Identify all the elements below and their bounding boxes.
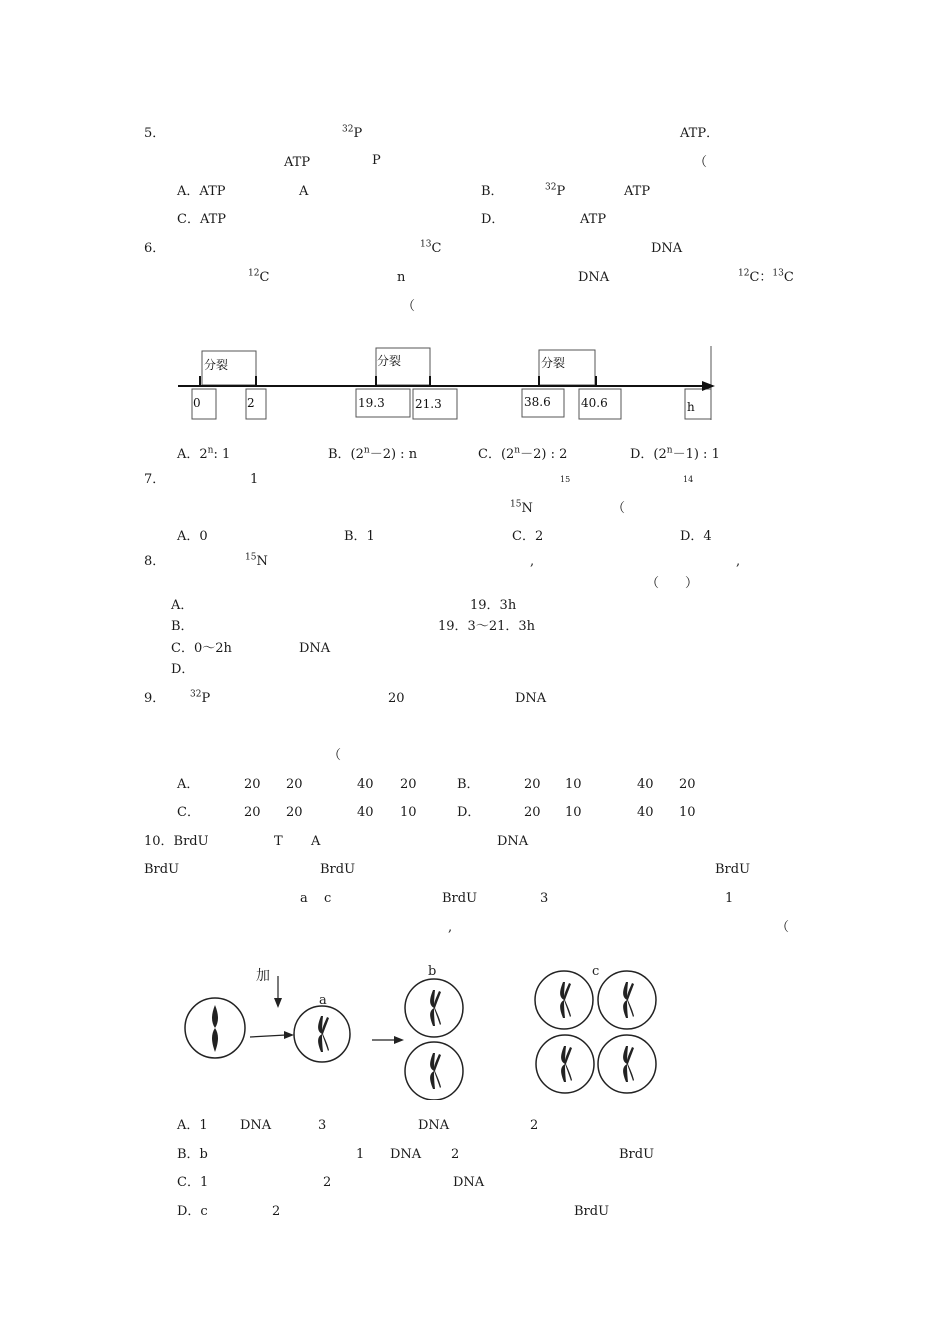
q6-line2-isotope-12c: $^{12}$C	[248, 268, 270, 285]
q5-line1-end: ATP．	[680, 126, 720, 141]
division-label-2: 分裂	[377, 354, 402, 368]
q7-line1-sup-15: 15	[560, 475, 571, 484]
q8-option-d: D．	[171, 662, 195, 677]
tick-label-0: 0	[193, 396, 201, 410]
q9-option-b-v1: 20	[524, 777, 541, 792]
q10-line1-dna: DNA	[497, 834, 529, 849]
tick-label-21-3: 21.3	[415, 397, 442, 411]
q10-option-c-2: 2	[323, 1175, 332, 1190]
q10-line2-brdu-1: BrdU	[144, 862, 180, 877]
q9-line1-count: 20	[388, 691, 405, 706]
q10-option-b-dna: DNA	[390, 1147, 422, 1162]
q9-line1-dna: DNA	[515, 691, 547, 706]
q10-line2-brdu-3: BrdU	[715, 862, 751, 877]
q9-option-c-v2: 20	[286, 805, 303, 820]
arrow-1-line	[250, 1035, 286, 1037]
q9-option-c-v1: 20	[244, 805, 261, 820]
q10-line4-paren: （	[776, 920, 790, 935]
q6-line3-paren: （	[402, 299, 416, 314]
cell-b-label: b	[428, 964, 437, 979]
q7-line2-isotope: $^{15}$N	[510, 499, 533, 516]
q9-line1-start: 9．	[144, 691, 166, 706]
q10-line1-a: A	[311, 834, 321, 849]
q10-line2-brdu-2: BrdU	[320, 862, 356, 877]
q10-option-a: A．1	[177, 1118, 208, 1133]
q6-line1-start: 6．	[144, 241, 166, 256]
q5-line2-paren: （	[694, 155, 708, 170]
cell-b-bottom-chromosome	[430, 1053, 441, 1089]
q5-option-d-2: ATP	[580, 212, 607, 227]
division-label-1: 分裂	[204, 358, 229, 372]
arrow-1-head	[284, 1031, 294, 1039]
tick-label-38-6: 38.6	[524, 395, 551, 409]
q9-option-c-label: C．	[177, 805, 200, 820]
q8-option-b-time: 19．3～21．3h	[438, 619, 535, 634]
q7-option-d: D．4	[680, 529, 712, 544]
q10-option-b: B．b	[177, 1147, 208, 1162]
cell-b-top-chromosome	[430, 990, 441, 1026]
q8-option-a-time: 19．3h	[470, 598, 517, 613]
q6-line2-n: n	[397, 270, 406, 285]
arrow-2-head	[394, 1036, 404, 1044]
q10-option-a-dna-2: DNA	[418, 1118, 450, 1133]
cell-a-label: a	[319, 993, 327, 1008]
q10-option-d-2: 2	[272, 1204, 281, 1219]
q9-option-d-v2: 10	[565, 805, 582, 820]
q7-line1-start: 7．	[144, 472, 166, 487]
q8-line1-comma-1: ,	[530, 554, 535, 569]
q9-option-d-v4: 10	[679, 805, 696, 820]
q9-option-c-v3: 40	[357, 805, 374, 820]
cell-c-4-chromosome	[623, 1046, 634, 1082]
q10-option-b-1: 1	[356, 1147, 365, 1162]
q9-option-b-v4: 20	[679, 777, 696, 792]
tick-label-19-3: 19.3	[358, 396, 385, 410]
q10-line3-3: 3	[540, 891, 549, 906]
cell-c-2-chromosome	[623, 982, 634, 1018]
q10-option-a-3: 3	[318, 1118, 327, 1133]
q7-line1-sup-14: 14	[683, 475, 694, 484]
q5-option-b-2: $^{32}$P	[545, 182, 566, 199]
add-label: 加	[256, 968, 270, 984]
q10-option-b-brdu: BrdU	[619, 1147, 655, 1162]
cell-c-3-chromosome	[561, 1046, 572, 1082]
q10-option-d-brdu: BrdU	[574, 1204, 610, 1219]
q10-line4-comma: ,	[448, 920, 453, 935]
tick-label-40-6: 40.6	[581, 396, 608, 410]
q6-line1-isotope: $^{13}$C	[420, 239, 442, 256]
q6-line2-dna: DNA	[578, 270, 610, 285]
q6-option-d: D．$(2^n-1)$ : 1	[630, 445, 720, 462]
q6-line2-ratio: $^{12}$C：$^{13}$C	[738, 268, 794, 285]
q5-line2-b: P	[372, 153, 381, 168]
q10-option-c: C．1	[177, 1175, 209, 1190]
q10-line3-a: a	[300, 891, 308, 906]
q9-option-b-v2: 10	[565, 777, 582, 792]
add-arrow-head	[274, 998, 282, 1008]
q9-option-a-v1: 20	[244, 777, 261, 792]
q8-option-b: B．	[171, 619, 194, 634]
q8-option-a: A．	[171, 598, 194, 613]
q9-line1-isotope: $^{32}$P	[190, 689, 211, 706]
q6-option-a: A．2$^n$: 1	[177, 445, 231, 462]
q7-option-a: A．0	[177, 529, 208, 544]
q7-option-c: C．2	[512, 529, 544, 544]
q9-option-d-v1: 20	[524, 805, 541, 820]
q8-option-c: C．0～2h	[171, 641, 232, 656]
division-label-3: 分裂	[541, 356, 566, 370]
q8-line1-comma-2: ,	[736, 554, 741, 569]
q9-option-a-v2: 20	[286, 777, 303, 792]
q7-line1-count: 1	[250, 472, 259, 487]
q9-option-d-label: D．	[457, 805, 481, 820]
q10-line3-1: 1	[725, 891, 734, 906]
q5-option-a-2: A	[299, 184, 309, 199]
q9-option-b-v3: 40	[637, 777, 654, 792]
q10-option-d: D．c	[177, 1204, 208, 1219]
q7-line2-paren: （	[612, 501, 626, 516]
q5-line1-start: 5．	[144, 126, 166, 141]
q7-option-b: B．1	[344, 529, 375, 544]
q10-option-c-dna: DNA	[453, 1175, 485, 1190]
cell-c-1-chromosome	[560, 982, 571, 1018]
q10-option-a-2: 2	[530, 1118, 539, 1133]
tick-label-2: 2	[247, 396, 255, 410]
q5-option-c: C．ATP	[177, 212, 227, 227]
q10-option-b-2: 2	[451, 1147, 460, 1162]
q6-option-c: C．$(2^n-2)$ : 2	[478, 445, 568, 462]
q10-line1-t: T	[274, 834, 283, 849]
q10-line1-start: 10．BrdU	[144, 834, 209, 849]
cell-c-label: c	[592, 964, 600, 979]
q9-option-a-v3: 40	[357, 777, 374, 792]
parent-chromosome	[212, 1005, 218, 1052]
q5-option-b-3: ATP	[624, 184, 651, 199]
q9-line3-paren: （	[328, 748, 342, 763]
q9-option-c-v4: 10	[400, 805, 417, 820]
q8-line2-paren: （ ）	[646, 576, 699, 591]
q5-line2-a: ATP	[284, 155, 311, 170]
q9-option-b-label: B．	[457, 777, 480, 792]
q8-line1-isotope: $^{15}$N	[245, 552, 268, 569]
cell-division-diagram	[180, 960, 670, 1100]
q5-option-a: A．ATP	[177, 184, 226, 199]
q10-line3-brdu: BrdU	[442, 891, 478, 906]
q5-line1-mid: $^{32}$P	[342, 124, 363, 141]
q8-option-c-dna: DNA	[299, 641, 331, 656]
q9-option-a-label: A．	[177, 777, 200, 792]
q6-option-b: B．$(2^n-2)$ : n	[328, 445, 418, 462]
q10-option-a-dna: DNA	[240, 1118, 272, 1133]
q6-line1-dna: DNA	[651, 241, 683, 256]
cell-cycle-timeline	[170, 340, 730, 430]
cell-a-chromosome	[318, 1016, 329, 1052]
q5-option-b: B．	[481, 184, 504, 199]
q5-option-d: D．	[481, 212, 505, 227]
q8-line1-start: 8．	[144, 554, 166, 569]
q10-line3-c: c	[324, 891, 332, 906]
axis-unit-label: h	[687, 400, 695, 414]
q9-option-d-v3: 40	[637, 805, 654, 820]
q9-option-a-v4: 20	[400, 777, 417, 792]
